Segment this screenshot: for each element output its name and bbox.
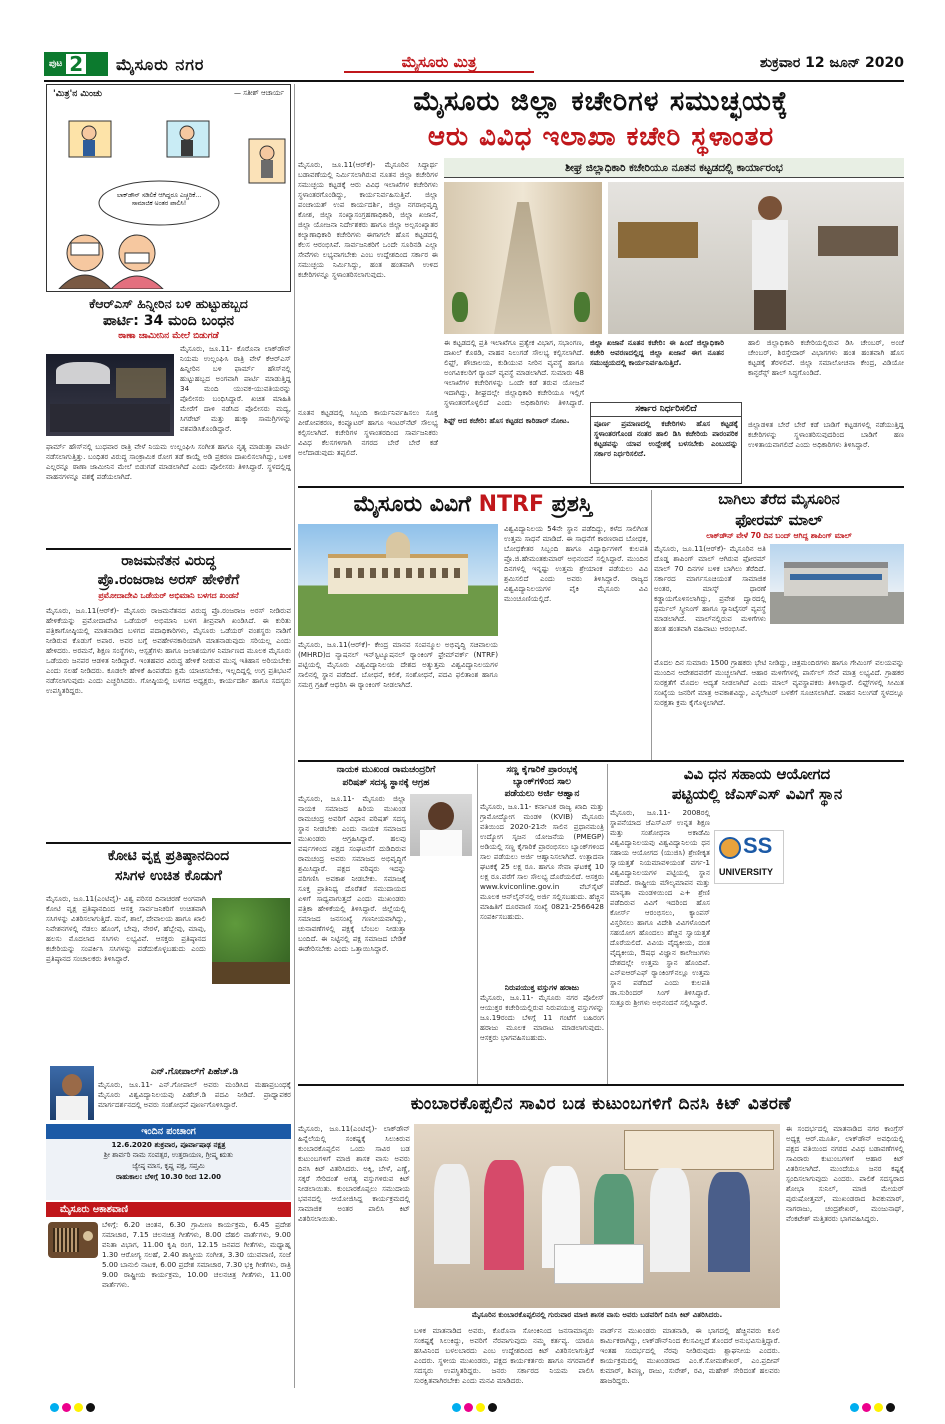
- column-divider: [294, 84, 295, 1388]
- registration-mark: [850, 1403, 859, 1412]
- column-divider: [607, 764, 608, 1084]
- mall-headline-2: ಫೋರಮ್ ಮಾಲ್: [735, 511, 823, 529]
- party-headline-1: ಕೆಆರ್‌ಎಸ್ ಹಿನ್ನೀರಿನ ಬಳಿ ಹುಟ್ಟುಹಬ್ಬದ: [89, 296, 248, 311]
- section-name: ಮೈಸೂರು ನಗರ: [116, 55, 205, 74]
- panchanga-title: ಇಂದಿನ ಪಂಚಾಂಗ: [46, 1124, 291, 1139]
- corridor-photo: [444, 182, 602, 334]
- radio-title: ಮೈಸೂರು ಆಕಾಶವಾಣಿ: [46, 1202, 291, 1217]
- page-header: [44, 50, 904, 80]
- ntrf-headline-prefix: ಮೈಸೂರು ವಿವಿಗೆ: [353, 492, 471, 517]
- radio-body: ಬೆಳಿಗ್ಗೆ: 6.20 ಚಿಂತನ, 6.30 ಗ್ರಾಮೀಣ ಕಾರ್ಯಕ್ರಮ, 6.45 ಪ್ರದೇಶ ಸಮಾಚಾರ, 7.15 ಚಲನಚಿತ್ರ ಗೀತೆಗಳು, 8.00 ದೆಹಲಿ ವಾರ್ತೆಗಳು, 9.00 ವನಿತಾ ವಿಭಾಗ, 11.00 ಕೃಷಿ ರಂಗ, 12.15 ಜನಪದ ಗೀತೆಗಳು, ಮಧ್ಯಾಹ್ನ 1.30 ಆರೋಗ್ಯ ಸಲಹೆ, 2.40 ಶಾಸ್ತ್ರೀಯ ಸಂಗೀತ, 3.30 ಯುವವಾಣಿ, ಸಂಜೆ 5.00 ಬಾನುಲಿ ನಾಟಕ, 6.00 ಪ್ರದೇಶ ಸಮಾಚಾರ, 7.30 ಭಕ್ತಿ ಗೀತೆಗಳು, ರಾತ್ರಿ 9.00 ರಾಷ್ಟ್ರೀಯ ಕಾರ್ಯಕ್ರಮ, 10.00 ಚಲನಚಿತ್ರ ಗೀತೆಗಳು, 11.00 ವಾರ್ತೆಗಳು.: [102, 1220, 291, 1289]
- registration-mark: [464, 1403, 473, 1412]
- lead-headline-1: ಮೈಸೂರು ಜಿಲ್ಲಾ ಕಚೇರಿಗಳ ಸಮುಚ್ಛಯಕ್ಕೆ: [413, 86, 789, 117]
- divider: [298, 486, 904, 488]
- raja-body: ಮೈಸೂರು, ಜೂ.11(ಆರ್‌ಕೆ)- ಮೈಸೂರು ರಾಜಮನೆತನದ ವಿರುದ್ಧ ಪ್ರೊ.ರಂಜರಾಜ ಅರಸ್ ನೀಡಿರುವ ಹೇಳಿಕೆಯನ್ನು ಪ್ರಮೋದಾದೇವಿ ಒಡೆಯರ್ ಅಭಿಮಾನಿ ಬಳಗ ತೀವ್ರವಾಗಿ ಖಂಡಿಸಿದೆ. ಈ ಕುರಿತು ಪತ್ರಿಕಾಗೋಷ್ಠಿಯಲ್ಲಿ ಮಾತನಾಡಿದ ಬಳಗದ ಪದಾಧಿಕಾರಿಗಳು, ಮೈಸೂರು ಒಡೆಯರ್ ವಂಶಸ್ಥರು ನಾಡಿಗೆ ನೀಡಿರುವ ಕೊಡುಗೆ ಅಪಾರ. ಅವರ ಬಗ್ಗೆ ಅವಹೇಳನಕಾರಿಯಾಗಿ ಮಾತನಾಡುವುದು ಸರಿಯಲ್ಲ ಎಂದು ಹೇಳಿದರು. ಅರಮನೆ, ಶಿಕ್ಷಣ ಸಂಸ್ಥೆಗಳು, ಆಸ್ಪತ್ರೆಗಳು ಹಾಗೂ ಜಲಾಶಯಗಳ ನಿರ್ಮಾಣದ ಮೂಲಕ ಮೈಸೂರು ಒಡೆಯರು ಜನಪರ ಆಡಳಿತ ನೀಡಿದ್ದಾರೆ. ಇಂತಹವರ ವಿರುದ್ಧ ಹೇಳಿಕೆ ನೀಡುವ ಮುನ್ನ ಇತಿಹಾಸ ಅರಿಯಬೇಕು ಎಂದು ಸಲಹೆ ನೀಡಿದರು. ಕೂಡಲೇ ಹೇಳಿಕೆ ಹಿಂಪಡೆದು ಕ್ಷಮೆ ಯಾಚಿಸಬೇಕು, ಇಲ್ಲದಿದ್ದಲ್ಲಿ ಉಗ್ರ ಪ್ರತಿಭಟನೆ ನಡೆಸಲಾಗುವುದು ಎಂದು ಎಚ್ಚರಿಸಿದರು. ಗೋಷ್ಠಿಯಲ್ಲಿ ಬಳಗದ ಅಧ್ಯಕ್ಷರು, ಕಾರ್ಯದರ್ಶಿ ಹಾಗೂ ಸದಸ್ಯರು ಉಪಸ್ಥಿತರಿದ್ದರು.: [46, 606, 291, 695]
- mall-photo: [770, 544, 904, 624]
- mall-body-1: ಮೈಸೂರು, ಜೂ.11(ಆರ್‌ಕೆ)- ಮೈಸೂರಿನ ಅತಿ ದೊಡ್ಡ ಶಾಪಿಂಗ್ ಮಾಲ್ ಆಗಿರುವ ಫೋರಮ್ ಮಾಲ್ 70 ದಿನಗಳ ಬಳಿಕ ಬಾಗಿಲು ತೆರೆದಿದೆ. ಸರ್ಕಾರದ ಮಾರ್ಗಸೂಚಿಯಂತೆ ಸಾಮಾಜಿಕ ಅಂತರ, ಮಾಸ್ಕ್ ಧಾರಣೆ ಕಡ್ಡಾಯಗೊಳಿಸಲಾಗಿದ್ದು, ಪ್ರವೇಶ ದ್ವಾರದಲ್ಲಿ ಥರ್ಮಲ್ ಸ್ಕ್ರೀನಿಂಗ್ ಹಾಗೂ ಸ್ಯಾನಿಟೈಸರ್ ವ್ಯವಸ್ಥೆ ಮಾಡಲಾಗಿದೆ. ಮಾಲ್‌ನಲ್ಲಿರುವ ಮಳಿಗೆಗಳು ಹಂತ ಹಂತವಾಗಿ ವಹಿವಾಟು ಆರಂಭಿಸಿವೆ.: [654, 544, 766, 633]
- cartoon-speech: ಲಾಕ್‌ಡೌನ್ ಸಡಿಲಿಕೆ ಆಗಿದ್ದರೂ ಎಚ್ಚರಿಕೆ... ಸಾಮಾಜಿಕ ಅಂತರ ಪಾಲಿಸಿ!: [116, 192, 202, 207]
- loan-subhead: ನಿರುಪಯುಕ್ತ ವಸ್ತುಗಳ ಹರಾಜು: [504, 983, 580, 992]
- raja-headline-1: ರಾಜಮನೆತನ ವಿರುದ್ಧ: [121, 553, 216, 569]
- registration-mark: [86, 1403, 95, 1412]
- panchanga-box: [46, 1124, 291, 1200]
- party-subhead: ಠಾಣಾ ಜಾಮೀನಿನ ಮೇಲೆ ಬಿಡುಗಡೆ: [118, 331, 219, 341]
- kits-headline: ಕುಂಬಾರಕೊಪ್ಪಲಿನ ಸಾವಿರ ಬಡ ಕುಟುಂಬಗಳಿಗೆ ದಿನಸಿ ಕಿಟ್ ವಿತರಣೆ: [410, 1094, 792, 1114]
- kits-body-1: ಮೈಸೂರು, ಜೂ.11(ಎಂಟಿವೈ)- ಲಾಕ್‌ಡೌನ್ ಹಿನ್ನೆಲೆಯಲ್ಲಿ ಸಂಕಷ್ಟಕ್ಕೆ ಸಿಲುಕಿರುವ ಕುಂಬಾರಕೊಪ್ಪಲಿನ ಒಂದು ಸಾವಿರ ಬಡ ಕುಟುಂಬಗಳಿಗೆ ಮಾಜಿ ಶಾಸಕ ವಾಸು ಅವರು ದಿನಸಿ ಕಿಟ್ ವಿತರಿಸಿದರು. ಅಕ್ಕಿ, ಬೇಳೆ, ಎಣ್ಣೆ, ಸಕ್ಕರೆ ಸೇರಿದಂತೆ ಅಗತ್ಯ ವಸ್ತುಗಳಿರುವ ಕಿಟ್ ನೀಡಲಾಯಿತು. ಕುಂಬಾರಕೊಪ್ಪಲು ಸಮುದಾಯ ಭವನದಲ್ಲಿ ಆಯೋಜಿಸಿದ್ದ ಕಾರ್ಯಕ್ರಮದಲ್ಲಿ ಸಾಮಾಜಿಕ ಅಂತರ ಪಾಲಿಸಿ ಕಿಟ್ ವಿತರಿಸಲಾಯಿತು.: [298, 1124, 410, 1223]
- panchanga-line-3: ಜ್ಯೇಷ್ಠ ಮಾಸ, ಕೃಷ್ಣ ಪಕ್ಷ, ಸಪ್ತಮಿ: [132, 1162, 205, 1170]
- column-divider: [477, 764, 478, 1084]
- ntrf-body-1: ಮೈಸೂರು, ಜೂ.11(ಆರ್‌ಕೆ)- ಕೇಂದ್ರ ಮಾನವ ಸಂಪನ್ಮೂಲ ಅಭಿವೃದ್ಧಿ ಸಚಿವಾಲಯ (MHRD)ದ ನ್ಯಾಷನಲ್ ಇನ್‌ಸ್ಟಿಟ್ಯೂಷನಲ್ ರ್‍ಯಾಂಕಿಂಗ್ ಫ್ರೇಮ್‌ವರ್ಕ್ (NTRF) ಪಟ್ಟಿಯಲ್ಲಿ ಮೈಸೂರು ವಿಶ್ವವಿದ್ಯಾನಿಲಯ ದೇಶದ ಅತ್ಯುತ್ತಮ ವಿಶ್ವವಿದ್ಯಾನಿಲಯಗಳ ಸಾಲಿನಲ್ಲಿ ಸ್ಥಾನ ಪಡೆದಿದೆ. ಬೋಧನೆ, ಕಲಿಕೆ, ಸಂಶೋಧನೆ, ಪದವಿ ಫಲಿತಾಂಶ ಹಾಗೂ ಸಮಗ್ರ ಗ್ರಹಿಕೆ ಆಧರಿಸಿ ಈ ರ್‍ಯಾಂಕಿಂಗ್ ನೀಡಲಾಗಿದೆ.: [298, 640, 498, 689]
- party-body-2: ಫಾರ್ಮ್ ಹೌಸ್‌ನಲ್ಲಿ ಬುಧವಾರ ರಾತ್ರಿ ವೇಳೆ ನಿಯಮ ಉಲ್ಲಂಘಿಸಿ ಸಂಗೀತ ಹಾಗೂ ನೃತ್ಯ ಮಾಡುತ್ತಾ ಪಾರ್ಟಿ ನಡೆಸಲಾಗುತ್ತಿತ್ತು. ಬಂಧಿತರ ವಿರುದ್ಧ ಸಾಂಕ್ರಾಮಿಕ ರೋಗ ತಡೆ ಕಾಯ್ದೆ ಅಡಿ ಪ್ರಕರಣ ದಾಖಲಿಸಲಾಗಿದ್ದು, ಬಳಿಕ ಎಲ್ಲರನ್ನೂ ಠಾಣಾ ಜಾಮೀನಿನ ಮೇಲೆ ಬಿಡುಗಡೆ ಮಾಡಲಾಗಿದೆ ಎಂದು ಪೊಲೀಸರು ತಿಳಿಸಿದ್ದಾರೆ. ಸ್ಥಳದಲ್ಲಿದ್ದ ವಾಹನಗಳನ್ನೂ ವಶಕ್ಕೆ ಪಡೆಯಲಾಗಿದೆ.: [46, 442, 291, 481]
- registration-mark: [74, 1403, 83, 1412]
- header-rule: [44, 80, 904, 82]
- column-divider: [651, 490, 652, 760]
- loan-body-2: ಮೈಸೂರು, ಜೂ.11- ಮೈಸೂರು ನಗರ ಪೊಲೀಸ್ ಆಯುಕ್ತರ ಕಚೇರಿಯಲ್ಲಿರುವ ನಿರುಪಯುಕ್ತ ವಸ್ತುಗಳನ್ನು ಜೂ.19ರಂದು ಬೆಳಿಗ್ಗೆ 11 ಗಂಟೆಗೆ ಬಹಿರಂಗ ಹರಾಜು ಮೂಲಕ ಮಾರಾಟ ಮಾಡಲಾಗುವುದು. ಆಸಕ್ತರು ಭಾಗವಹಿಸಬಹುದು.: [480, 993, 604, 1042]
- lead-col-2: ಈ ಕಟ್ಟಡದಲ್ಲಿ ಪ್ರತಿ ಇಲಾಖೆಗೂ ಪ್ರತ್ಯೇಕ ವಿಭಾಗ, ಸಭಾಂಗಣ, ದಾಖಲೆ ಕೊಠಡಿ, ವಾಹನ ನಿಲುಗಡೆ ಸೌಲಭ್ಯ ಕಲ್ಪಿಸಲಾಗಿದೆ. ಲಿಫ್ಟ್, ಶೌಚಾಲಯ, ಕುಡಿಯುವ ನೀರಿನ ವ್ಯವಸ್ಥೆ ಹಾಗೂ ಅಂಗವಿಕಲರಿಗೆ ರ್‍ಯಾಂಪ್ ವ್ಯವಸ್ಥೆ ಮಾಡಲಾಗಿದೆ. ಸುಮಾರು 48 ಇಲಾಖೆಗಳ ಕಚೇರಿಗಳನ್ನು ಒಂದೇ ಕಡೆ ತರುವ ಯೋಜನೆ ಇದಾಗಿದ್ದು, ಶೀಘ್ರದಲ್ಲೇ ಜಿಲ್ಲಾಧಿಕಾರಿ ಕಚೇರಿಯೂ ಇಲ್ಲಿಗೆ ಸ್ಥಳಾಂತರಗೊಳ್ಳಲಿದೆ ಎಂದು ಅಧಿಕಾರಿಗಳು ತಿಳಿಸಿದ್ದಾರೆ.: [444, 338, 584, 407]
- kits-caption: ಮೈಸೂರಿನ ಕುಂಬಾರಕೊಪ್ಪಲಿನಲ್ಲಿ ಗುರುವಾರ ಮಾಜಿ ಶಾಸಕ ವಾಸು ಅವರು ಬಡವರಿಗೆ ದಿನಸಿ ಕಿಟ್ ವಿತರಿಸಿದರು.: [471, 1310, 723, 1319]
- lead-info-box: [590, 402, 742, 484]
- jss-logo: [714, 830, 784, 884]
- mall-story: [654, 490, 904, 758]
- issue-date: ಶುಕ್ರವಾರ 12 ಜೂನ್ 2020: [759, 55, 904, 71]
- nayak-headline-2: ಪರಿಷತ್ ಸದಸ್ಯ ಸ್ಥಾನಕ್ಕೆ ಆಗ್ರಹ: [342, 778, 430, 788]
- phd-headline: ಎನ್.ಗೋಪಾಲ್‌ಗೆ ಪಿಹೆಚ್.ಡಿ: [150, 1067, 239, 1077]
- loan-story: [480, 764, 604, 1082]
- mall-body-2: ಮೊದಲ ದಿನ ಸುಮಾರು 1500 ಗ್ರಾಹಕರು ಭೇಟಿ ನೀಡಿದ್ದು, ಚಿತ್ರಮಂದಿರಗಳು ಹಾಗೂ ಗೇಮಿಂಗ್ ವಲಯವನ್ನು ಮುಂದಿನ ಆದೇಶದವರೆಗೆ ಮುಚ್ಚಲಾಗಿದೆ. ಆಹಾರ ಮಳಿಗೆಗಳಲ್ಲಿ ಪಾರ್ಸೆಲ್ ಸೇವೆ ಮಾತ್ರ ಲಭ್ಯವಿದೆ. ಗ್ರಾಹಕರ ಸುರಕ್ಷತೆಗೆ ಮೊದಲ ಆದ್ಯತೆ ನೀಡಲಾಗಿದೆ ಎಂದು ಮಾಲ್ ವ್ಯವಸ್ಥಾಪಕರು ತಿಳಿಸಿದ್ದಾರೆ. ಲಿಫ್ಟ್‌ಗಳಲ್ಲಿ ಸೀಮಿತ ಸಂಖ್ಯೆಯ ಜನರಿಗೆ ಮಾತ್ರ ಅವಕಾಶವಿದ್ದು, ಎಸ್ಕಲೇಟರ್ ಬಳಕೆಗೆ ಸೂಚಿಸಲಾಗಿದೆ. ವಾಹನ ನಿಲುಗಡೆ ಸ್ಥಳದಲ್ಲೂ ಸುರಕ್ಷತಾ ಕ್ರಮ ಕೈಗೊಳ್ಳಲಾಗಿದೆ.: [654, 658, 904, 707]
- raja-subhead: ಪ್ರಮೋದಾದೇವಿ ಒಡೆಯರ್ ಅಭಿಮಾನಿ ಬಳಗದ ಖಂಡನೆ: [98, 591, 239, 600]
- nayak-headline-1: ನಾಯಕ ಮುಖಂಡ ರಾಮಚಂದ್ರರಿಗೆ: [336, 765, 436, 775]
- jss-body: ಮೈಸೂರು, ಜೂ.11- 2008ರಲ್ಲಿ ಸ್ಥಾಪನೆಯಾದ ಜೆಎಸ್‌ಎಸ್ ಉನ್ನತ ಶಿಕ್ಷಣ ಮತ್ತು ಸಂಶೋಧನಾ ಅಕಾಡೆಮಿ ವಿಶ್ವವಿದ್ಯಾನಿಲಯವು ವಿಶ್ವವಿದ್ಯಾನಿಲಯ ಧನ ಸಹಾಯ ಆಯೋಗದ (ಯುಜಿಸಿ) ಶ್ರೇಣೀಕೃತ ಸ್ವಾಯತ್ತತೆ ನಿಯಮಾವಳಿಯಂತೆ ವರ್ಗ-1 ವಿಶ್ವವಿದ್ಯಾನಿಲಯಗಳ ಪಟ್ಟಿಯಲ್ಲಿ ಸ್ಥಾನ ಪಡೆದಿದೆ. ರಾಷ್ಟ್ರೀಯ ಮೌಲ್ಯಮಾಪನ ಮತ್ತು ಮಾನ್ಯತಾ ಮಂಡಳಿಯಿಂದ ಎ+ ಶ್ರೇಣಿ ಪಡೆದಿರುವ ವಿವಿಗೆ ಇದರಿಂದ ಹೊಸ ಕೋರ್ಸ್ ಆರಂಭಿಸಲು, ಕ್ಯಾಂಪಸ್ ವಿಸ್ತರಿಸಲು ಹಾಗೂ ವಿದೇಶಿ ವಿವಿಗಳೊಂದಿಗೆ ಸಹಯೋಗ ಹೊಂದಲು ಹೆಚ್ಚಿನ ಸ್ವಾಯತ್ತತೆ ದೊರೆಯಲಿದೆ. ವಿವಿಯ ವೈದ್ಯಕೀಯ, ದಂತ ವೈದ್ಯಕೀಯ, ಔಷಧ ವಿಜ್ಞಾನ ಕಾಲೇಜುಗಳು ದೇಶದಲ್ಲೇ ಉತ್ತಮ ಸ್ಥಾನ ಹೊಂದಿವೆ. ಎನ್‌ಐಆರ್‌ಎಫ್ ರ್‍ಯಾಂಕಿಂಗ್‌ನಲ್ಲೂ ಉತ್ತಮ ಸ್ಥಾನ ಪಡೆದಿದೆ ಎಂದು ಕುಲಪತಿ ಡಾ.ಸುರಿಂದರ್ ಸಿಂಗ್ ತಿಳಿಸಿದ್ದಾರೆ. ಸುತ್ತೂರು ಶ್ರೀಗಳು ಅಭಿನಂದನೆ ಸಲ್ಲಿಸಿದ್ದಾರೆ.: [610, 808, 710, 1007]
- trees-headline-1: ಕೋಟಿ ವೃಕ್ಷ ಪ್ರತಿಷ್ಠಾನದಿಂದ: [107, 848, 230, 864]
- panchanga-line-4: ರಾಹುಕಾಲ: ಬೆಳಿಗ್ಗೆ 10.30 ರಿಂದ 12.00: [116, 1173, 221, 1181]
- lead-banner: [444, 158, 904, 178]
- ntrf-headline: [298, 490, 648, 520]
- trees-headline-2: ಸಸಿಗಳ ಉಚಿತ ಕೊಡುಗೆ: [115, 868, 222, 884]
- lead-caption-2: ಶಿಫ್ಟ್ ಆದ ಕಚೇರಿ: ಹೊಸ ಕಟ್ಟಡದ ಕಾರಿಡಾರ್ ನೋಟ.: [444, 416, 570, 425]
- nayak-story: [298, 764, 474, 1082]
- registration-mark: [476, 1403, 485, 1412]
- ntrf-headline-highlight: NTRF: [478, 492, 544, 517]
- nayak-body-a: ಮೈಸೂರು, ಜೂ.11- ಮೈಸೂರು ಜಿಲ್ಲಾ ನಾಯಕ ಸಮಾಜದ ಹಿರಿಯ ಮುಖಂಡ ರಾಮಚಂದ್ರ ಅವರಿಗೆ ವಿಧಾನ ಪರಿಷತ್ ಸದಸ್ಯ ಸ್ಥಾನ ನೀಡಬೇಕು ಎಂದು ನಾಯಕ ಸಮಾಜದ ಮುಖಂಡರು ಆಗ್ರಹಿಸಿದ್ದಾರೆ. ಹಲವು ವರ್ಷಗಳಿಂದ ಪಕ್ಷದ ಸಂಘಟನೆಗೆ ದುಡಿದಿರುವ ರಾಮಚಂದ್ರ ಅವರು ಸಮಾಜದ ಅಭಿವೃದ್ಧಿಗೆ ಶ್ರಮಿಸಿದ್ದಾರೆ. ಪಕ್ಷದ ವರಿಷ್ಠರು ಇದನ್ನು ಪರಿಗಣಿಸಿ ಅವಕಾಶ ನೀಡಬೇಕು. ಸಮಾಜಕ್ಕೆ ಸೂಕ್ತ ಪ್ರಾತಿನಿಧ್ಯ ದೊರೆತರೆ ಸಮುದಾಯದ ಏಳಿಗೆ ಸಾಧ್ಯವಾಗುತ್ತದೆ ಎಂದು ಮುಖಂಡರು ಪತ್ರಿಕಾ ಹೇಳಿಕೆಯಲ್ಲಿ ತಿಳಿಸಿದ್ದಾರೆ. ಜಿಲ್ಲೆಯಲ್ಲಿ ಸಮಾಜದ ಜನಸಂಖ್ಯೆ ಗಣನೀಯವಾಗಿದ್ದು, ಚುನಾವಣೆಗಳಲ್ಲಿ ಪಕ್ಷಕ್ಕೆ ಬೆಂಬಲ ನೀಡುತ್ತಾ ಬಂದಿದೆ. ಈ ನಿಟ್ಟಿನಲ್ಲಿ ಪಕ್ಷ ಸಮಾಜದ ಬೇಡಿಕೆ ಈಡೇರಿಸಬೇಕು ಎಂದು ಒತ್ತಾಯಿಸಿದ್ದಾರೆ.: [298, 794, 406, 953]
- cartoon-artist: — ಸತೀಶ್ ಆಚಾರ್ಯ: [234, 89, 284, 97]
- radio-icon: [48, 1222, 98, 1258]
- party-headline-2: ಪಾರ್ಟಿ: 34 ಮಂದಿ ಬಂಧನ: [102, 313, 235, 329]
- registration-mark: [886, 1403, 895, 1412]
- mall-headline-1: ಬಾಗಿಲು ತೆರೆದ ಮೈಸೂರಿನ: [718, 492, 840, 508]
- raja-story: [46, 552, 291, 840]
- party-story: [46, 296, 291, 548]
- lead-box-body: ಪೂರ್ಣ ಪ್ರಮಾಣದಲ್ಲಿ ಕಚೇರಿಗಳು ಹೊಸ ಕಟ್ಟಡಕ್ಕೆ ಸ್ಥಳಾಂತರಗೊಂಡ ನಂತರ ಹಾಲಿ ಡಿಸಿ ಕಚೇರಿಯ ಪಾರಂಪರಿಕ ಕಟ್ಟಡವನ್ನು ಯಾವ ಉದ್ದೇಶಕ್ಕೆ ಬಳಸಬೇಕು ಎಂಬುದನ್ನು ಸರ್ಕಾರ ನಿರ್ಧರಿಸಲಿದೆ.: [594, 419, 738, 458]
- masthead-logo: ಮೈಸೂರು ಮಿತ್ರ: [344, 53, 534, 73]
- seedlings-photo: [212, 898, 290, 984]
- ntrf-story: [298, 490, 648, 758]
- portrait-photo: [50, 1066, 94, 1120]
- kits-story: [298, 1090, 904, 1390]
- loan-headline-2: ಬ್ಯಾಂಕ್‌ಗಳಿಂದ ಸಾಲ: [512, 777, 572, 787]
- trees-story: [46, 846, 291, 1066]
- lead-col-1: ಮೈಸೂರು, ಜೂ.11(ಆರ್‌ಕೆ)- ಮೈಸೂರಿನ ಸಿದ್ಧಾರ್ಥ ಬಡಾವಣೆಯಲ್ಲಿ ನಿರ್ಮಿಸಲಾಗಿರುವ ನೂತನ ಜಿಲ್ಲಾ ಕಚೇರಿಗಳ ಸಮುಚ್ಛಯ ಕಟ್ಟಡಕ್ಕೆ ಆರು ವಿವಿಧ ಇಲಾಖೆಗಳ ಕಚೇರಿಗಳು ಸ್ಥಳಾಂತರಗೊಂಡಿದ್ದು, ಕಾರ್ಯನಿರ್ವಹಿಸುತ್ತಿವೆ. ಜಿಲ್ಲಾ ಪಂಚಾಯತ್ ಉಪ ಕಾರ್ಯದರ್ಶಿ, ಜಿಲ್ಲಾ ನಗರಾಭಿವೃದ್ಧಿ ಕೋಶ, ಜಿಲ್ಲಾ ಸಂಖ್ಯಾಸಂಗ್ರಹಣಾಧಿಕಾರಿ, ಜಿಲ್ಲಾ ಖಜಾನೆ, ಜಿಲ್ಲಾ ಯೋಜನಾ ನಿರ್ದೇಶಕರು ಹಾಗೂ ಜಿಲ್ಲಾ ಅಲ್ಪಸಂಖ್ಯಾತರ ಕಲ್ಯಾಣಾಧಿಕಾರಿ ಕಚೇರಿಗಳು ಈಗಾಗಲೇ ಹೊಸ ಕಟ್ಟಡದಲ್ಲಿ ಕೆಲಸ ಆರಂಭಿಸಿವೆ. ಸಾರ್ವಜನಿಕರಿಗೆ ಒಂದೇ ಸೂರಿನಡಿ ಎಲ್ಲಾ ಸೇವೆಗಳು ಲಭ್ಯವಾಗಬೇಕು ಎಂಬ ಉದ್ದೇಶದಿಂದ ಸರ್ಕಾರ ಈ ಸಮುಚ್ಛಯ ನಿರ್ಮಿಸಿದ್ದು, ಹಂತ ಹಂತವಾಗಿ ಉಳಿದ ಕಚೇರಿಗಳನ್ನೂ ಸ್ಥಳಾಂತರಿಸಲಾಗುವುದು.: [298, 160, 438, 279]
- ntrf-body-2: ವಿಶ್ವವಿದ್ಯಾನಿಲಯ 54ನೇ ಸ್ಥಾನ ಪಡೆದಿದ್ದು, ಕಳೆದ ಸಾಲಿಗಿಂತ ಉತ್ತಮ ಸಾಧನೆ ಮಾಡಿದೆ. ಈ ಸಾಧನೆಗೆ ಕಾರಣರಾದ ಬೋಧಕ, ಬೋಧಕೇತರ ಸಿಬ್ಬಂದಿ ಹಾಗೂ ವಿದ್ಯಾರ್ಥಿಗಳಿಗೆ ಕುಲಪತಿ ಪ್ರೊ.ಜಿ.ಹೇಮಂತಕುಮಾರ್ ಅಭಿನಂದನೆ ಸಲ್ಲಿಸಿದ್ದಾರೆ. ಮುಂದಿನ ದಿನಗಳಲ್ಲಿ ಇನ್ನಷ್ಟು ಉತ್ತಮ ಶ್ರೇಯಾಂಕ ಪಡೆಯಲು ವಿವಿ ಶ್ರಮಿಸಲಿದೆ ಎಂದು ಅವರು ತಿಳಿಸಿದ್ದಾರೆ. ರಾಜ್ಯದ ವಿಶ್ವವಿದ್ಯಾನಿಲಯಗಳ ಪೈಕಿ ಮೈಸೂರು ವಿವಿ ಮುಂಚೂಣಿಯಲ್ಲಿದೆ.: [504, 524, 648, 603]
- lead-banner-text: ಶೀಘ್ರ ಜಿಲ್ಲಾಧಿಕಾರಿ ಕಚೇರಿಯೂ ನೂತನ ಕಟ್ಟಡದಲ್ಲಿ ಕಾರ್ಯಾರಂಭ: [565, 162, 783, 174]
- lead-col-3: ನೂತನ ಕಟ್ಟಡದಲ್ಲಿ ಸಿಬ್ಬಂದಿ ಕಾರ್ಯನಿರ್ವಹಿಸಲು ಸೂಕ್ತ ಪೀಠೋಪಕರಣ, ಕಂಪ್ಯೂಟರ್ ಹಾಗೂ ಇಂಟರ್‌ನೆಟ್ ಸೌಲಭ್ಯ ಕಲ್ಪಿಸಲಾಗಿದೆ. ಕಚೇರಿಗಳ ಸ್ಥಳಾಂತರದಿಂದ ಸಾರ್ವಜನಿಕರು ವಿವಿಧ ಕೆಲಸಗಳಿಗಾಗಿ ನಗರದ ಬೇರೆ ಬೇರೆ ಕಡೆ ಅಲೆದಾಡುವುದು ತಪ್ಪಲಿದೆ.: [298, 408, 438, 457]
- page-number-badge: [44, 52, 108, 76]
- kits-body-4: ಈ ಸಂದರ್ಭದಲ್ಲಿ ಮಾತನಾಡಿದ ನಗರ ಕಾಂಗ್ರೆಸ್ ಅಧ್ಯಕ್ಷ ಆರ್.ಮೂರ್ತಿ, ಲಾಕ್‌ಡೌನ್ ಅವಧಿಯಲ್ಲಿ ಪಕ್ಷದ ವತಿಯಿಂದ ನಗರದ ವಿವಿಧ ಬಡಾವಣೆಗಳಲ್ಲಿ ಸಾವಿರಾರು ಕುಟುಂಬಗಳಿಗೆ ಆಹಾರ ಕಿಟ್ ವಿತರಿಸಲಾಗಿದೆ. ಮುಂದೆಯೂ ಜನರ ಕಷ್ಟಕ್ಕೆ ಸ್ಪಂದಿಸಲಾಗುವುದು ಎಂದರು. ಪಾಲಿಕೆ ಸದಸ್ಯರಾದ ಶೋಭಾ ಸುನಿಲ್, ಮಾಜಿ ಮೇಯರ್ ಪುರುಷೋತ್ತಮ್, ಮುಖಂಡರಾದ ಶಿವಕುಮಾರ್, ನಾಗರಾಜು, ಚಂದ್ರಶೇಖರ್, ಮಂಜುನಾಥ್, ವೆಂಕಟೇಶ್ ಮತ್ತಿತರರು ಭಾಗವಹಿಸಿದ್ದರು.: [786, 1124, 904, 1223]
- phd-body: ಮೈಸೂರು, ಜೂ.11- ಎನ್.ಗೋಪಾಲ್ ಅವರು ಮಂಡಿಸಿದ ಮಹಾಪ್ರಬಂಧಕ್ಕೆ ಮೈಸೂರು ವಿಶ್ವವಿದ್ಯಾನಿಲಯವು ಪಿಹೆಚ್.ಡಿ ಪದವಿ ನೀಡಿದೆ. ಪ್ರಾಧ್ಯಾಪಕರ ಮಾರ್ಗದರ್ಶನದಲ್ಲಿ ಅವರು ಸಂಶೋಧನೆ ಪೂರ್ಣಗೊಳಿಸಿದ್ದಾರೆ.: [98, 1080, 291, 1109]
- registration-mark: [50, 1403, 59, 1412]
- divider: [298, 760, 904, 762]
- raja-headline-2: ಪ್ರೊ.ರಂಜರಾಜ ಅರಸ್ ಹೇಳಿಕೆಗೆ: [97, 572, 240, 588]
- mall-subhead: ಲಾಕ್‌ಡೌನ್ ವೇಳೆ 70 ದಿನ ಬಂದ್ ಆಗಿದ್ದ ಶಾಪಿಂಗ್ ಮಾಲ್: [706, 531, 852, 540]
- radio-box: [46, 1202, 291, 1390]
- loan-headline-3: ಪಡೆಯಲು ಅರ್ಜಿ ಆಹ್ವಾನ: [504, 789, 580, 799]
- jss-logo-caption: UNIVERSITY: [719, 867, 774, 877]
- cartoon-title: 'ಮಿತ್ರ'ನ ಮಿಂಚು: [53, 89, 103, 99]
- lead-caption-1: ಜಿಲ್ಲಾ ಖಜಾನೆ ನೂತನ ಕಚೇರಿ: ಈ ಹಿಂದೆ ಜಿಲ್ಲಾಧಿಕಾರಿ ಕಚೇರಿ ಆವರಣದಲ್ಲಿದ್ದ ಜಿಲ್ಲಾ ಖಜಾನೆ ಈಗ ನೂತನ ಸಮುಚ್ಛಯದಲ್ಲಿ ಕಾರ್ಯನಿರ್ವಹಿಸುತ್ತಿದೆ.: [590, 338, 724, 367]
- leader-photo: [410, 794, 472, 856]
- kits-body-2: ಬಳಿಕ ಮಾತನಾಡಿದ ಅವರು, ಕೊರೊನಾ ಸೋಂಕಿನಿಂದ ಜನಸಾಮಾನ್ಯರು ಸಂಕಷ್ಟಕ್ಕೆ ಸಿಲುಕಿದ್ದು, ಅವರಿಗೆ ನೆರವಾಗುವುದು ನಮ್ಮ ಕರ್ತವ್ಯ. ಯಾರೂ ಹಸಿವಿನಿಂದ ಬಳಲಬಾರದು ಎಂಬ ಉದ್ದೇಶದಿಂದ ಕಿಟ್ ವಿತರಿಸಲಾಗುತ್ತಿದೆ ಎಂದರು. ಸ್ಥಳೀಯ ಮುಖಂಡರು, ಪಕ್ಷದ ಕಾರ್ಯಕರ್ತರು ಹಾಗೂ ನಗರಪಾಲಿಕೆ ಸದಸ್ಯರು ಉಪಸ್ಥಿತರಿದ್ದರು. ಜನರು ಸರ್ಕಾರದ ನಿಯಮ ಪಾಲಿಸಿ ಸುರಕ್ಷಿತವಾಗಿರಬೇಕು ಎಂದು ಮನವಿ ಮಾಡಿದರು.: [414, 1326, 594, 1385]
- office-photo: [608, 182, 904, 334]
- jss-body-right: [790, 808, 904, 1080]
- registration-mark: [488, 1403, 497, 1412]
- trees-body: ಮೈಸೂರು, ಜೂ.11(ಎಂಟಿವೈ)- ವಿಶ್ವ ಪರಿಸರ ದಿನಾಚರಣೆ ಅಂಗವಾಗಿ ಕೋಟಿ ವೃಕ್ಷ ಪ್ರತಿಷ್ಠಾನದಿಂದ ಆಸಕ್ತ ಸಾರ್ವಜನಿಕರಿಗೆ ಉಚಿತವಾಗಿ ಸಸಿಗಳನ್ನು ವಿತರಿಸಲಾಗುತ್ತಿದೆ. ಮನೆ, ಶಾಲೆ, ದೇವಾಲಯ ಹಾಗೂ ಖಾಲಿ ನಿವೇಶನಗಳಲ್ಲಿ ನೆಡಲು ಹೊಂಗೆ, ಬೇವು, ನೇರಳೆ, ಹೆಬ್ಬೇವು, ಮಾವು, ಹಲಸು ಮೊದಲಾದ ಸಸಿಗಳು ಲಭ್ಯವಿವೆ. ಆಸಕ್ತರು ಪ್ರತಿಷ್ಠಾನದ ಕಚೇರಿಯನ್ನು ಸಂಪರ್ಕಿಸಿ ಸಸಿಗಳನ್ನು ಪಡೆದುಕೊಳ್ಳಬಹುದು ಎಂದು ಪ್ರತಿಷ್ಠಾನದ ಸಂಚಾಲಕರು ತಿಳಿಸಿದ್ದಾರೆ.: [46, 894, 206, 963]
- party-body-1: ಮೈಸೂರು, ಜೂ.11- ಕೊರೊನಾ ಲಾಕ್‌ಡೌನ್ ನಿಯಮ ಉಲ್ಲಂಘಿಸಿ ರಾತ್ರಿ ವೇಳೆ ಕೆಆರ್‌ಎಸ್ ಹಿನ್ನೀರಿನ ಬಳಿ ಫಾರ್ಮ್ ಹೌಸ್‌ನಲ್ಲಿ ಹುಟ್ಟುಹಬ್ಬದ ಅಂಗವಾಗಿ ಪಾರ್ಟಿ ಮಾಡುತ್ತಿದ್ದ 34 ಮಂದಿ ಯುವಕ-ಯುವತಿಯರನ್ನು ಪೊಲೀಸರು ಬಂಧಿಸಿದ್ದಾರೆ. ಖಚಿತ ಮಾಹಿತಿ ಮೇರೆಗೆ ದಾಳಿ ನಡೆಸಿದ ಪೊಲೀಸರು ಮದ್ಯ, ಸಿಗರೇಟ್ ಮತ್ತು ಹುಕ್ಕಾ ಸಾಮಗ್ರಿಗಳನ್ನು ವಶಪಡಿಸಿಕೊಂಡಿದ್ದಾರೆ.: [180, 344, 291, 433]
- divider: [298, 1084, 904, 1086]
- loan-body: ಮೈಸೂರು, ಜೂ.11- ಕರ್ನಾಟಕ ರಾಜ್ಯ ಖಾದಿ ಮತ್ತು ಗ್ರಾಮೋದ್ಯೋಗ ಮಂಡಳಿ (KVIB) ಮೈಸೂರು ವತಿಯಿಂದ 2020-21ನೇ ಸಾಲಿನ ಪ್ರಧಾನಮಂತ್ರಿ ಉದ್ಯೋಗ ಸೃಜನ ಯೋಜನೆಯ (PMEGP) ಅಡಿಯಲ್ಲಿ ಸಣ್ಣ ಕೈಗಾರಿಕೆ ಪ್ರಾರಂಭಿಸಲು ಬ್ಯಾಂಕ್‌ಗಳಿಂದ ಸಾಲ ಪಡೆಯಲು ಅರ್ಜಿ ಆಹ್ವಾನಿಸಲಾಗಿದೆ. ಉತ್ಪಾದನಾ ಘಟಕಕ್ಕೆ 25 ಲಕ್ಷ ರೂ. ಹಾಗೂ ಸೇವಾ ಘಟಕಕ್ಕೆ 10 ಲಕ್ಷ ರೂ.ವರೆಗೆ ಸಾಲ ಸೌಲಭ್ಯ ದೊರೆಯಲಿದೆ. ಆಸಕ್ತರು www.kviconline.gov.in ವೆಬ್‌ಸೈಟ್ ಮೂಲಕ ಆನ್‌ಲೈನ್‌ನಲ್ಲಿ ಅರ್ಜಿ ಸಲ್ಲಿಸಬಹುದು. ಹೆಚ್ಚಿನ ಮಾಹಿತಿಗೆ ದೂರವಾಣಿ ಸಂಖ್ಯೆ 0821-2566428 ಸಂಪರ್ಕಿಸಬಹುದು.: [480, 802, 604, 921]
- page-label: ಪುಟ: [49, 59, 63, 69]
- divider: [46, 548, 291, 550]
- registration-mark: [874, 1403, 883, 1412]
- phd-story: [46, 1066, 291, 1122]
- jss-logo-text: SS: [743, 833, 773, 858]
- lead-headline-2: ಆರು ವಿವಿಧ ಇಲಾಖಾ ಕಚೇರಿ ಸ್ಥಳಾಂತರ: [427, 122, 775, 152]
- distribution-photo: [414, 1124, 780, 1308]
- loan-headline-1: ಸಣ್ಣ ಕೈಗಾರಿಕೆ ಪ್ರಾರಂಭಕ್ಕೆ: [506, 765, 578, 775]
- cartoon-box: [46, 84, 291, 292]
- page-number: 2: [66, 54, 86, 74]
- registration-mark: [452, 1403, 461, 1412]
- lead-story: [298, 84, 904, 484]
- lead-col-6: ಜಿಲ್ಲಾಡಳಿತ ಬೇರೆ ಬೇರೆ ಕಡೆ ಬಾಡಿಗೆ ಕಟ್ಟಡಗಳಲ್ಲಿ ನಡೆಯುತ್ತಿದ್ದ ಕಚೇರಿಗಳನ್ನು ಸ್ಥಳಾಂತರಿಸುವುದರಿಂದ ಬಾಡಿಗೆ ಹಣ ಉಳಿತಾಯವಾಗಲಿದೆ ಎಂದು ಅಧಿಕಾರಿಗಳು ತಿಳಿಸಿದ್ದಾರೆ.: [748, 420, 904, 449]
- jss-headline-1: ವಿವಿ ಧನ ಸಹಾಯ ಆಯೋಗದ: [683, 765, 831, 783]
- panchanga-line-1: 12.6.2020 ಶುಕ್ರವಾರ, ಪೂರ್ವಾಷಾಢ ನಕ್ಷತ್ರ: [111, 1140, 226, 1149]
- lead-col-5: ಹಾಲಿ ಜಿಲ್ಲಾಧಿಕಾರಿ ಕಚೇರಿಯಲ್ಲಿರುವ ಡಿಸಿ ಚೇಂಬರ್, ಅಂಚೆ ಚೇಂಬರ್, ಶಿರಸ್ತೇದಾರ್ ವಿಭಾಗಗಳು ಹಂತ ಹಂತವಾಗಿ ಹೊಸ ಕಟ್ಟಡಕ್ಕೆ ತೆರಳಲಿವೆ. ಜಿಲ್ಲಾ ಸಮಾಲೋಚನಾ ಕೇಂದ್ರ, ವಿಡಿಯೋ ಕಾನ್ಫರೆನ್ಸ್ ಹಾಲ್ ಸಿದ್ಧಗೊಂಡಿದೆ.: [748, 338, 904, 377]
- jss-story: [610, 764, 904, 1082]
- palace-photo: [298, 524, 498, 636]
- kits-body-3: ವಾರ್ಡ್‌ನ ಮುಖಂಡರು ಮಾತನಾಡಿ, ಈ ಭಾಗದಲ್ಲಿ ಹೆಚ್ಚಿನವರು ಕೂಲಿ ಕಾರ್ಮಿಕರಾಗಿದ್ದು, ಲಾಕ್‌ಡೌನ್‌ನಿಂದ ಕೆಲಸವಿಲ್ಲದೆ ತೊಂದರೆ ಅನುಭವಿಸುತ್ತಿದ್ದಾರೆ. ಇಂತಹ ಸಂದರ್ಭದಲ್ಲಿ ನೆರವು ನೀಡಿರುವುದು ಶ್ಲಾಘನೀಯ ಎಂದರು. ಕಾರ್ಯಕ್ರಮದಲ್ಲಿ ಮುಖಂಡರಾದ ಎಂ.ಕೆ.ಸೋಮಶೇಖರ್, ಎಂ.ಪ್ರದೀಪ್ ಕುಮಾರ್, ಶಿವಣ್ಣ, ರಾಜು, ಸುರೇಶ್, ರವಿ, ಮಹೇಶ್ ಸೇರಿದಂತೆ ಹಲವರು ಹಾಜರಿದ್ದರು.: [600, 1326, 780, 1385]
- registration-mark: [62, 1403, 71, 1412]
- lead-box-title: ಸರ್ಕಾರ ನಿರ್ಧರಿಸಲಿದೆ: [591, 403, 741, 417]
- ntrf-headline-suffix: ಪ್ರಶಸ್ತಿ: [551, 492, 593, 517]
- divider: [46, 842, 291, 844]
- jss-headline-2: ಪಟ್ಟಿಯಲ್ಲಿ ಜೆಎಸ್‌ಎಸ್ ವಿವಿಗೆ ಸ್ಥಾನ: [671, 785, 843, 803]
- registration-mark: [862, 1403, 871, 1412]
- party-photo: [46, 354, 174, 436]
- panchanga-line-2: ಶ್ರೀ ಶಾರ್ವರಿ ನಾಮ ಸಂವತ್ಸರ, ಉತ್ತರಾಯಣ, ಗ್ರೀಷ್ಮ ಋತು: [103, 1151, 234, 1159]
